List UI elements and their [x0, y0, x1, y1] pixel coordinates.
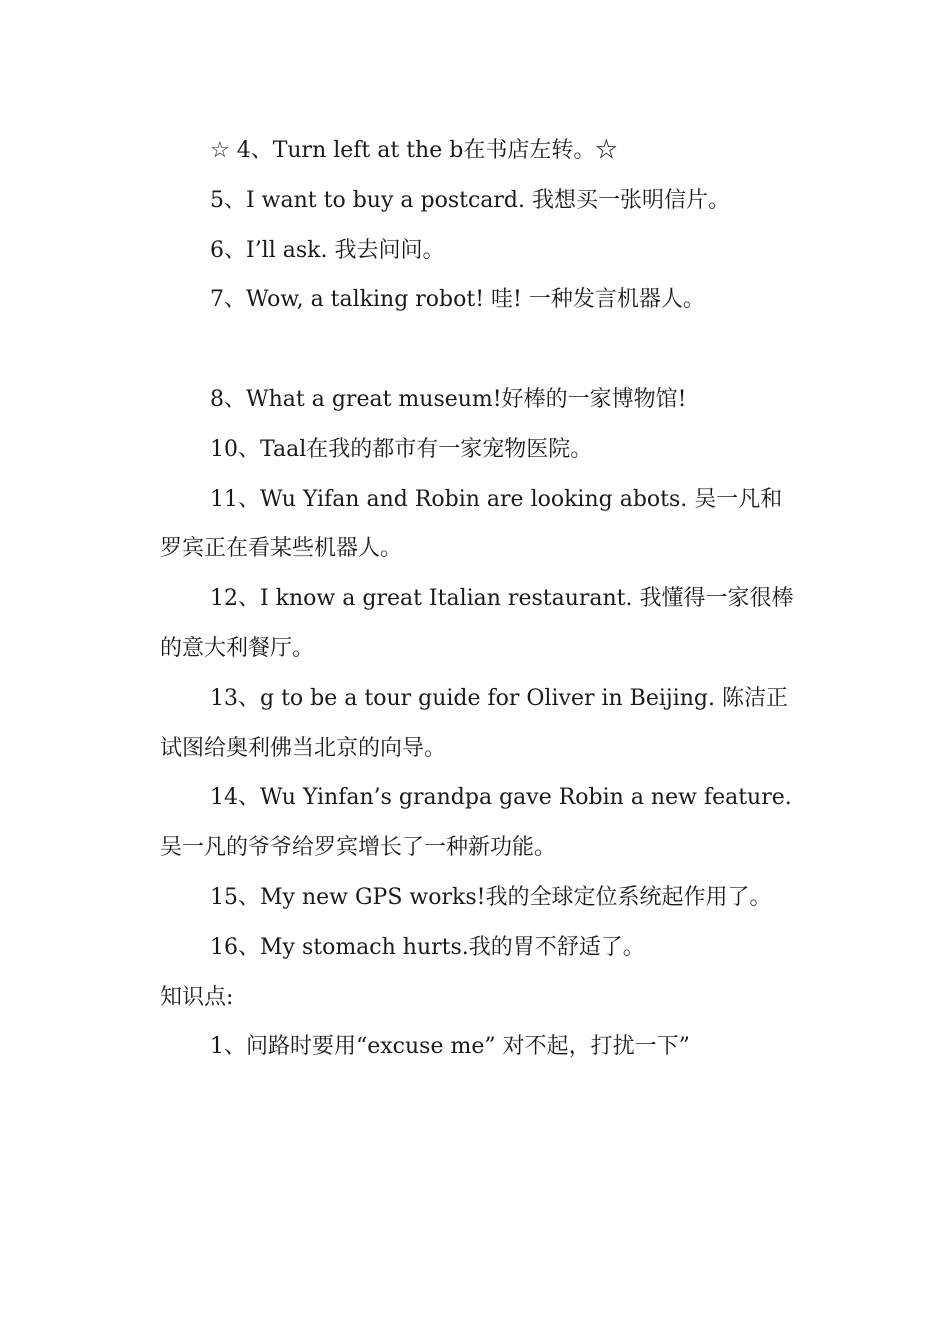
document-body [160, 126, 795, 1072]
section-heading: 知识点: [160, 984, 234, 1010]
paragraph-15: 15、My new GPS works!我的全球定位系统起作用了。 [210, 884, 772, 910]
paragraph-14: 14、Wu Yinfan’s grandpa gave Robin a new feature. 吴一凡的爷爷给罗宾增长了一种新功能。 [160, 785, 792, 861]
paragraph-5: 5、I want to buy a postcard. 我想买一张明信片。 [210, 187, 730, 213]
blank-line [160, 325, 795, 375]
paragraph-7: 7、Wow, a talking robot! 哇! 一种发言机器人。 [210, 287, 705, 313]
paragraph-6: 6、I’ll ask. 我去问问。 [210, 237, 445, 263]
paragraph-13: 13、g to be a tour guide for Oliver in Beijing. 陈洁正试图给奥利佛当北京的向导。 [160, 685, 788, 761]
paragraph-16: 16、My stomach hurts.我的胃不舒适了。 [210, 934, 645, 960]
paragraph-12: 12、I know a great Italian restaurant. 我懂得一家很棒的意大利餐厅。 [160, 586, 794, 661]
knowledge-point-1: 1、问路时要用“excuse me” 对不起，打扰一下” [210, 1034, 690, 1060]
paragraph-4: ☆ 4、Turn left at the b在书店左转。☆ [210, 138, 618, 163]
paragraph-11: 11、Wu Yifan and Robin are looking abots. 吴一凡和罗宾正在看某些机器人。 [160, 486, 783, 562]
paragraph-10: 10、Taal在我的都市有一家宠物医院。 [210, 436, 593, 462]
paragraph-8: 8、What a great museum!好棒的一家博物馆! [210, 386, 687, 412]
